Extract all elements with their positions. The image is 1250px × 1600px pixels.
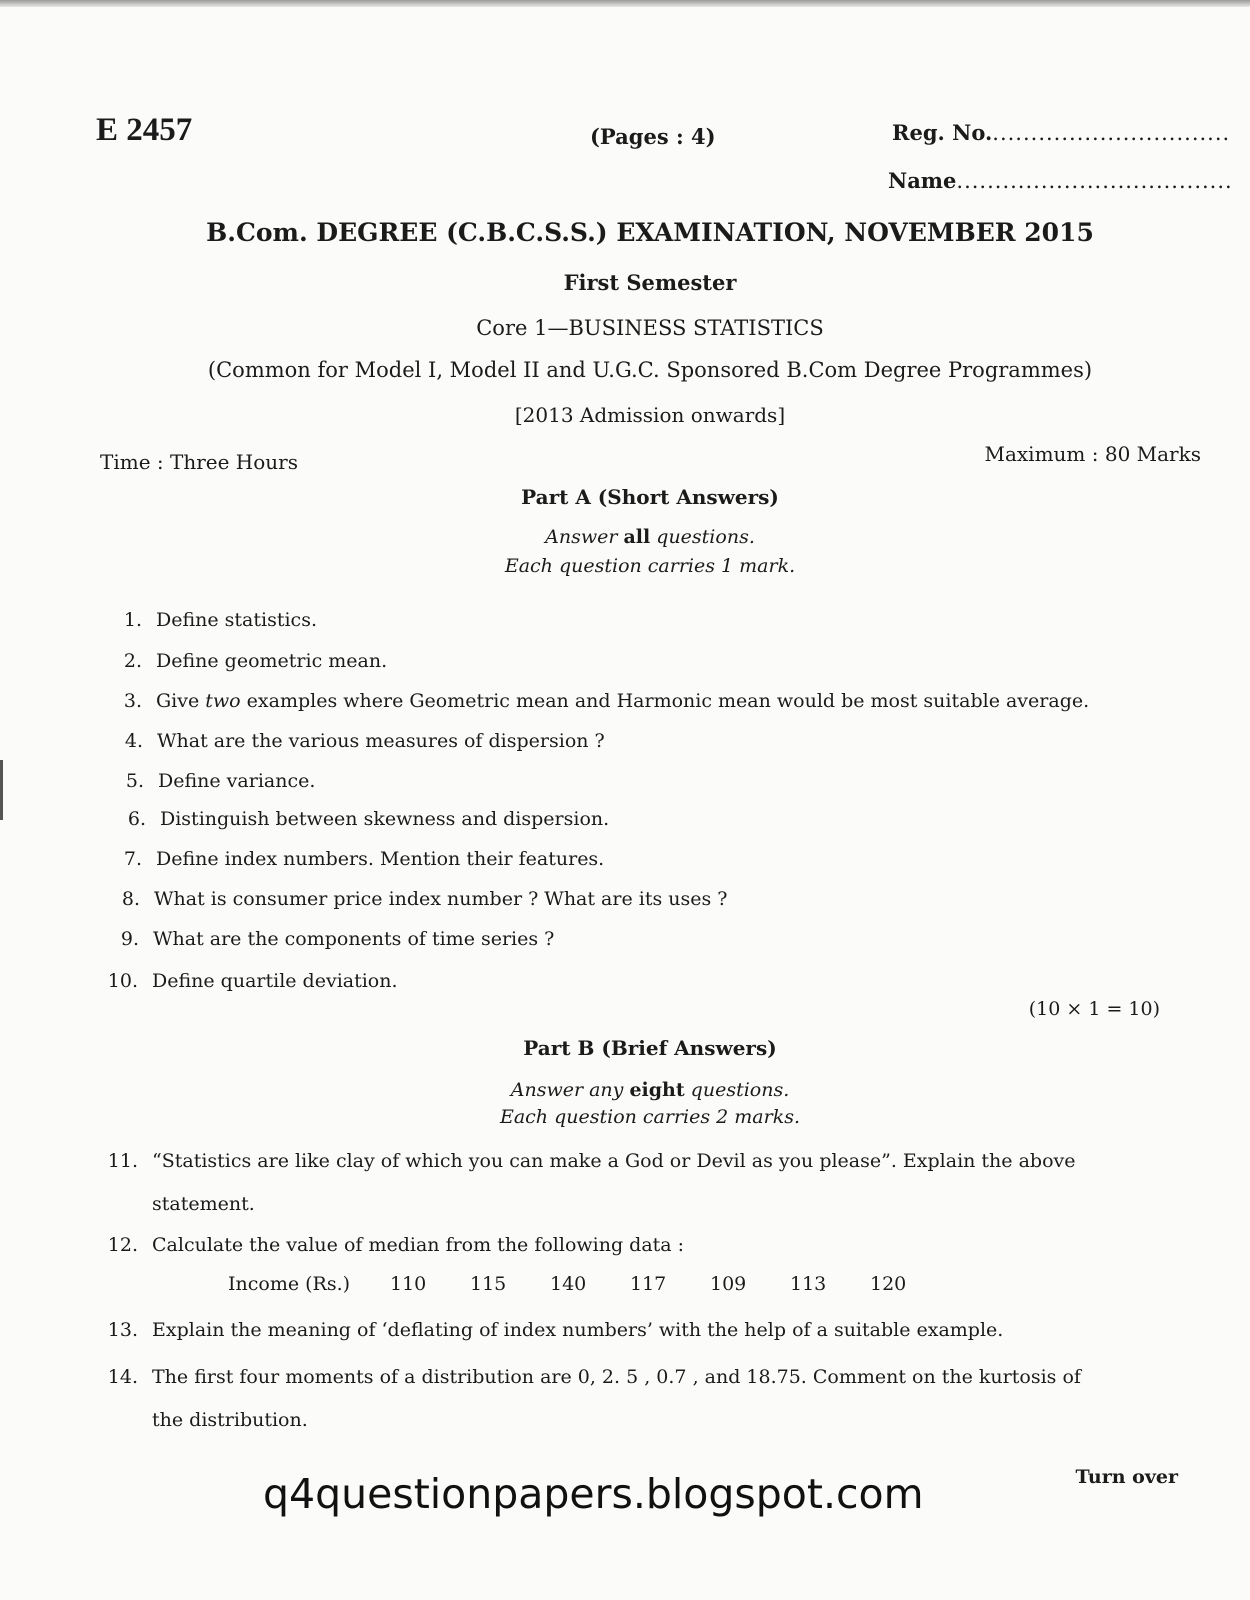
question-text: The first four moments of a distribution are 0, 2. 5 , 0.7 , and 18.75. Comment on the kurtosis of: [152, 1366, 1081, 1388]
part-b-instruction-1: [0, 1079, 1250, 1101]
question-7: [98, 848, 604, 870]
question-5: [100, 770, 315, 792]
name-dots: ....................................: [956, 169, 1233, 193]
question-text: Define index numbers. Mention their features.: [156, 848, 605, 870]
question-11-continued: [152, 1193, 255, 1215]
question-1: [98, 609, 317, 631]
course-title: Core 1—BUSINESS STATISTICS: [476, 316, 824, 340]
question-number: 8.: [121, 888, 140, 910]
question-text: What is consumer price index number ? What are its uses ?: [154, 888, 728, 910]
question-number: 12.: [107, 1234, 138, 1256]
watermark-url: q4questionpapers.blogspot.com: [263, 1470, 924, 1518]
turn-over-note: Turn over: [1075, 1466, 1178, 1488]
question-number: 9.: [120, 928, 139, 950]
part-a-marks: (10 × 1 = 10): [1028, 998, 1160, 1020]
question-10: [94, 970, 398, 992]
question-text-pre: Give: [156, 690, 200, 712]
income-value: 110: [390, 1273, 427, 1295]
question-text: What are the various measures of dispersion ?: [157, 730, 605, 752]
part-b-instr-pre: Answer any: [510, 1079, 624, 1101]
reg-no-label: Reg. No.: [892, 120, 993, 145]
part-a-instruction-2: Each question carries 1 mark.: [504, 555, 796, 577]
programme-note: (Common for Model I, Model II and U.G.C. Sponsored B.Com Degree Programmes): [207, 358, 1093, 382]
question-text: statement.: [152, 1193, 255, 1215]
question-number: 13.: [107, 1319, 138, 1341]
time-allowed: Time : Three Hours: [100, 450, 298, 474]
part-b-instr-bold: eight: [629, 1079, 685, 1101]
part-b-instr-post: questions.: [690, 1079, 790, 1101]
question-number: 1.: [123, 609, 142, 631]
income-value: 117: [630, 1273, 667, 1295]
question-number: 11.: [107, 1150, 138, 1172]
admission-note: [2013 Admission onwards]: [514, 403, 786, 427]
name-field: [888, 168, 1233, 193]
income-value: 140: [550, 1273, 587, 1295]
question-text: Define variance.: [158, 770, 316, 792]
part-a-instr-pre: Answer: [545, 526, 618, 548]
question-14: [94, 1366, 1081, 1388]
income-data-row: [228, 1273, 906, 1295]
question-text: “Statistics are like clay of which you can make a God or Devil as you please”. Explain the above: [152, 1150, 1076, 1172]
question-3: [98, 690, 1089, 712]
part-b-title: Part B (Brief Answers): [523, 1036, 777, 1060]
question-11: [94, 1150, 1076, 1172]
question-number: 6.: [127, 808, 146, 830]
scan-top-edge: [0, 0, 1250, 7]
semester: First Semester: [563, 270, 737, 295]
paper-code: E 2457: [96, 112, 193, 148]
question-number: 4.: [124, 730, 143, 752]
question-6: [102, 808, 609, 830]
question-text: Define geometric mean.: [156, 650, 388, 672]
page-count: (Pages : 4): [590, 124, 716, 149]
name-label: Name: [888, 168, 957, 193]
question-number: 2.: [123, 650, 142, 672]
question-14-continued: [152, 1409, 308, 1431]
question-13: [94, 1319, 1003, 1341]
question-number: 5.: [125, 770, 144, 792]
part-b-instruction-2: Each question carries 2 marks.: [499, 1106, 801, 1128]
question-text: Distinguish between skewness and dispersion.: [160, 808, 610, 830]
question-number: 3.: [123, 690, 142, 712]
question-number: 14.: [107, 1366, 138, 1388]
reg-no-field: [892, 120, 1230, 145]
exam-title: B.Com. DEGREE (C.B.C.S.S.) EXAMINATION, NOVEMBER 2015: [206, 218, 1094, 247]
question-text: Define quartile deviation.: [152, 970, 398, 992]
question-text-post: examples where Geometric mean and Harmonic mean would be most suitable average.: [246, 690, 1090, 712]
income-label: Income (Rs.): [228, 1273, 351, 1295]
question-12: [94, 1234, 684, 1256]
part-a-instr-bold: all: [623, 526, 651, 548]
income-value: 113: [790, 1273, 827, 1295]
reg-no-dots: ...............................: [992, 121, 1231, 145]
question-number: 7.: [123, 848, 142, 870]
question-4: [99, 730, 605, 752]
question-number: 10.: [107, 970, 138, 992]
question-text: Explain the meaning of ‘deflating of index numbers’ with the help of a suitable example.: [152, 1319, 1004, 1341]
question-text: the distribution.: [152, 1409, 308, 1431]
income-value: 115: [470, 1273, 507, 1295]
scan-side-mark: [0, 760, 3, 820]
question-text: Calculate the value of median from the following data :: [152, 1234, 685, 1256]
question-8: [96, 888, 727, 910]
maximum-marks: Maximum : 80 Marks: [984, 442, 1201, 466]
part-a-instruction-1: [0, 526, 1250, 548]
question-text: Define statistics.: [156, 609, 317, 631]
part-a-instr-post: questions.: [656, 526, 755, 548]
question-text-emphasis: two: [205, 690, 241, 712]
part-a-title: Part A (Short Answers): [521, 485, 779, 509]
income-value: 120: [870, 1273, 907, 1295]
income-value: 109: [710, 1273, 747, 1295]
question-9: [95, 928, 554, 950]
question-2: [98, 650, 387, 672]
question-text: What are the components of time series ?: [153, 928, 555, 950]
